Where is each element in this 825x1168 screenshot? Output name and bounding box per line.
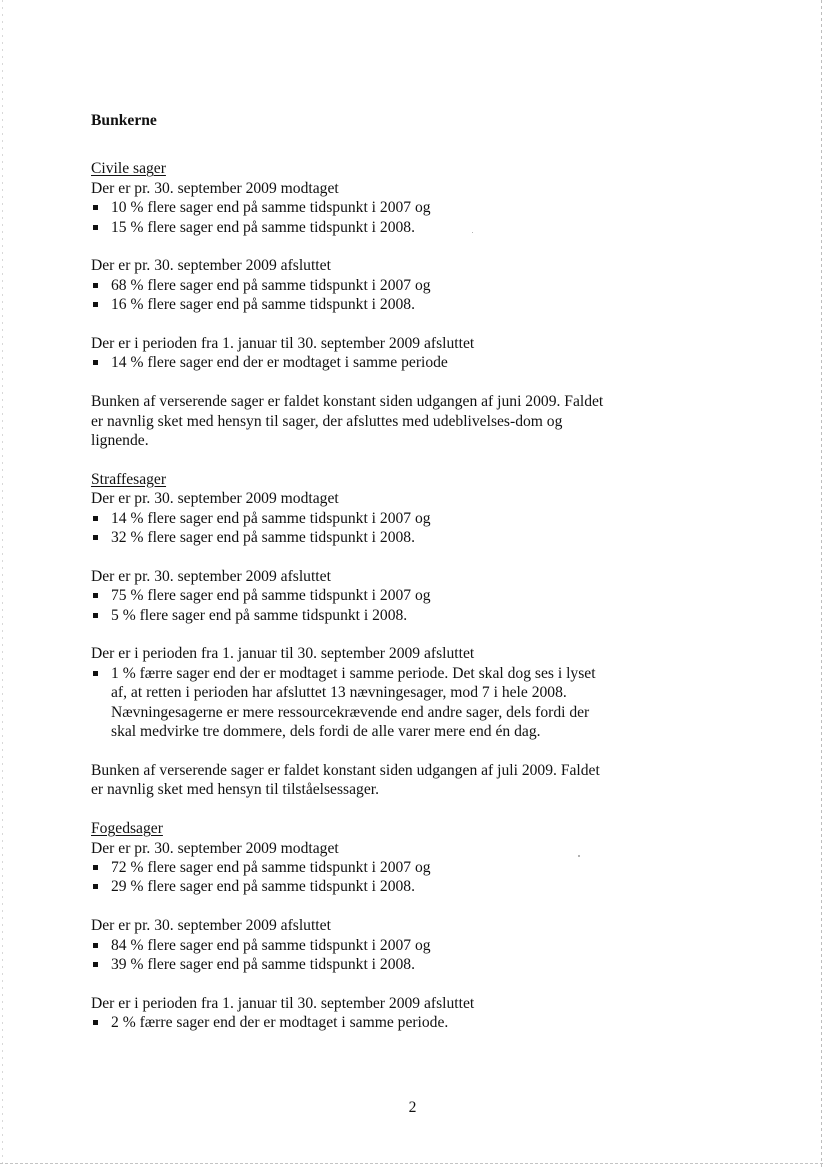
section-straffesager	[91, 470, 611, 800]
block-intro: Der er i perioden fra 1. januar til 30. september 2009 afsluttet	[91, 645, 475, 663]
scan-edge-left	[2, 0, 3, 1168]
bullet-item: 32 % flere sager end på samme tidspunkt i 2008.	[91, 528, 611, 547]
scan-edge-right	[821, 0, 822, 1168]
page-heading: Bunkerne	[91, 112, 157, 129]
bullet-list	[91, 858, 611, 897]
stat-block	[91, 567, 611, 625]
bullet-list	[91, 1013, 611, 1032]
section-civile-sager	[91, 159, 611, 450]
section-title: Civile sager	[91, 160, 166, 178]
section-fogedsager	[91, 819, 611, 1032]
bullet-item: 5 % flere sager end på samme tidspunkt i 2008.	[91, 606, 611, 625]
bullet-item: 29 % flere sager end på samme tidspunkt i 2008.	[91, 877, 611, 896]
stat-block	[91, 256, 611, 314]
bullet-list	[91, 509, 611, 548]
bullet-item: 75 % flere sager end på samme tidspunkt i 2007 og	[91, 586, 611, 605]
block-intro: Der er pr. 30. september 2009 modtaget	[91, 839, 339, 857]
bullet-item: 14 % flere sager end der er modtaget i samme periode	[91, 353, 611, 372]
page-number: 2	[408, 1099, 417, 1116]
block-intro: Der er pr. 30. september 2009 afsluttet	[91, 257, 331, 275]
bullet-list	[91, 936, 611, 975]
bullet-item: 68 % flere sager end på samme tidspunkt i 2007 og	[91, 276, 611, 295]
section-closing-paragraph: Bunken af verserende sager er faldet konstant siden udgangen af juli 2009. Faldet er navnlig sket med hensyn til tilståelsessager.	[91, 761, 600, 799]
bullet-list	[91, 276, 611, 315]
bullet-item: 10 % flere sager end på samme tidspunkt i 2007 og	[91, 198, 611, 217]
bullet-item: 72 % flere sager end på samme tidspunkt i 2007 og	[91, 858, 611, 877]
block-intro: Der er pr. 30. september 2009 afsluttet	[91, 567, 331, 585]
bullet-item: 14 % flere sager end på samme tidspunkt i 2007 og	[91, 509, 611, 528]
bullet-list	[91, 198, 611, 237]
bullet-item: 16 % flere sager end på samme tidspunkt i 2008.	[91, 295, 611, 314]
section-closing-paragraph: Bunken af verserende sager er faldet konstant siden udgangen af juni 2009. Faldet er navnlig sket med hensyn til sager, der afsluttes med udeblivelses-dom og lignende.	[91, 393, 604, 450]
stat-block	[91, 916, 611, 974]
block-intro: Der er pr. 30. september 2009 modtaget	[91, 179, 339, 197]
stat-block	[91, 994, 611, 1033]
bullet-list	[91, 664, 611, 742]
block-intro: Der er i perioden fra 1. januar til 30. september 2009 afsluttet	[91, 994, 475, 1012]
block-intro: Der er pr. 30. september 2009 modtaget	[91, 490, 339, 508]
block-intro: Der er i perioden fra 1. januar til 30. september 2009 afsluttet	[91, 335, 475, 353]
stat-block	[91, 334, 611, 373]
bullet-item: 2 % færre sager end der er modtaget i samme periode.	[91, 1013, 611, 1032]
bullet-list	[91, 353, 611, 372]
stat-block	[91, 179, 611, 237]
section-title: Straffesager	[91, 470, 167, 488]
scan-edge-bottom	[0, 1163, 825, 1164]
bullet-item: 84 % flere sager end på samme tidspunkt i 2007 og	[91, 936, 611, 955]
stat-block	[91, 644, 611, 741]
stat-block	[91, 839, 611, 897]
section-title: Fogedsager	[91, 820, 163, 838]
bullet-item: 1 % færre sager end der er modtaget i samme periode. Det skal dog ses i lyset af, at retten i perioden har afsluttet 13 nævningesager, mod 7 i hele 2008. Nævningesagerne er mere ressourcekrævende end andre sager, dels fordi der skal medvirke tre dommere, dels fordi de alle varer mere end én dag.	[91, 664, 611, 742]
bullet-item: 39 % flere sager end på samme tidspunkt i 2008.	[91, 955, 611, 974]
document-body	[91, 111, 611, 1033]
bullet-list	[91, 586, 611, 625]
stat-block	[91, 489, 611, 547]
block-intro: Der er pr. 30. september 2009 afsluttet	[91, 917, 331, 935]
bullet-item: 15 % flere sager end på samme tidspunkt i 2008.	[91, 218, 611, 237]
